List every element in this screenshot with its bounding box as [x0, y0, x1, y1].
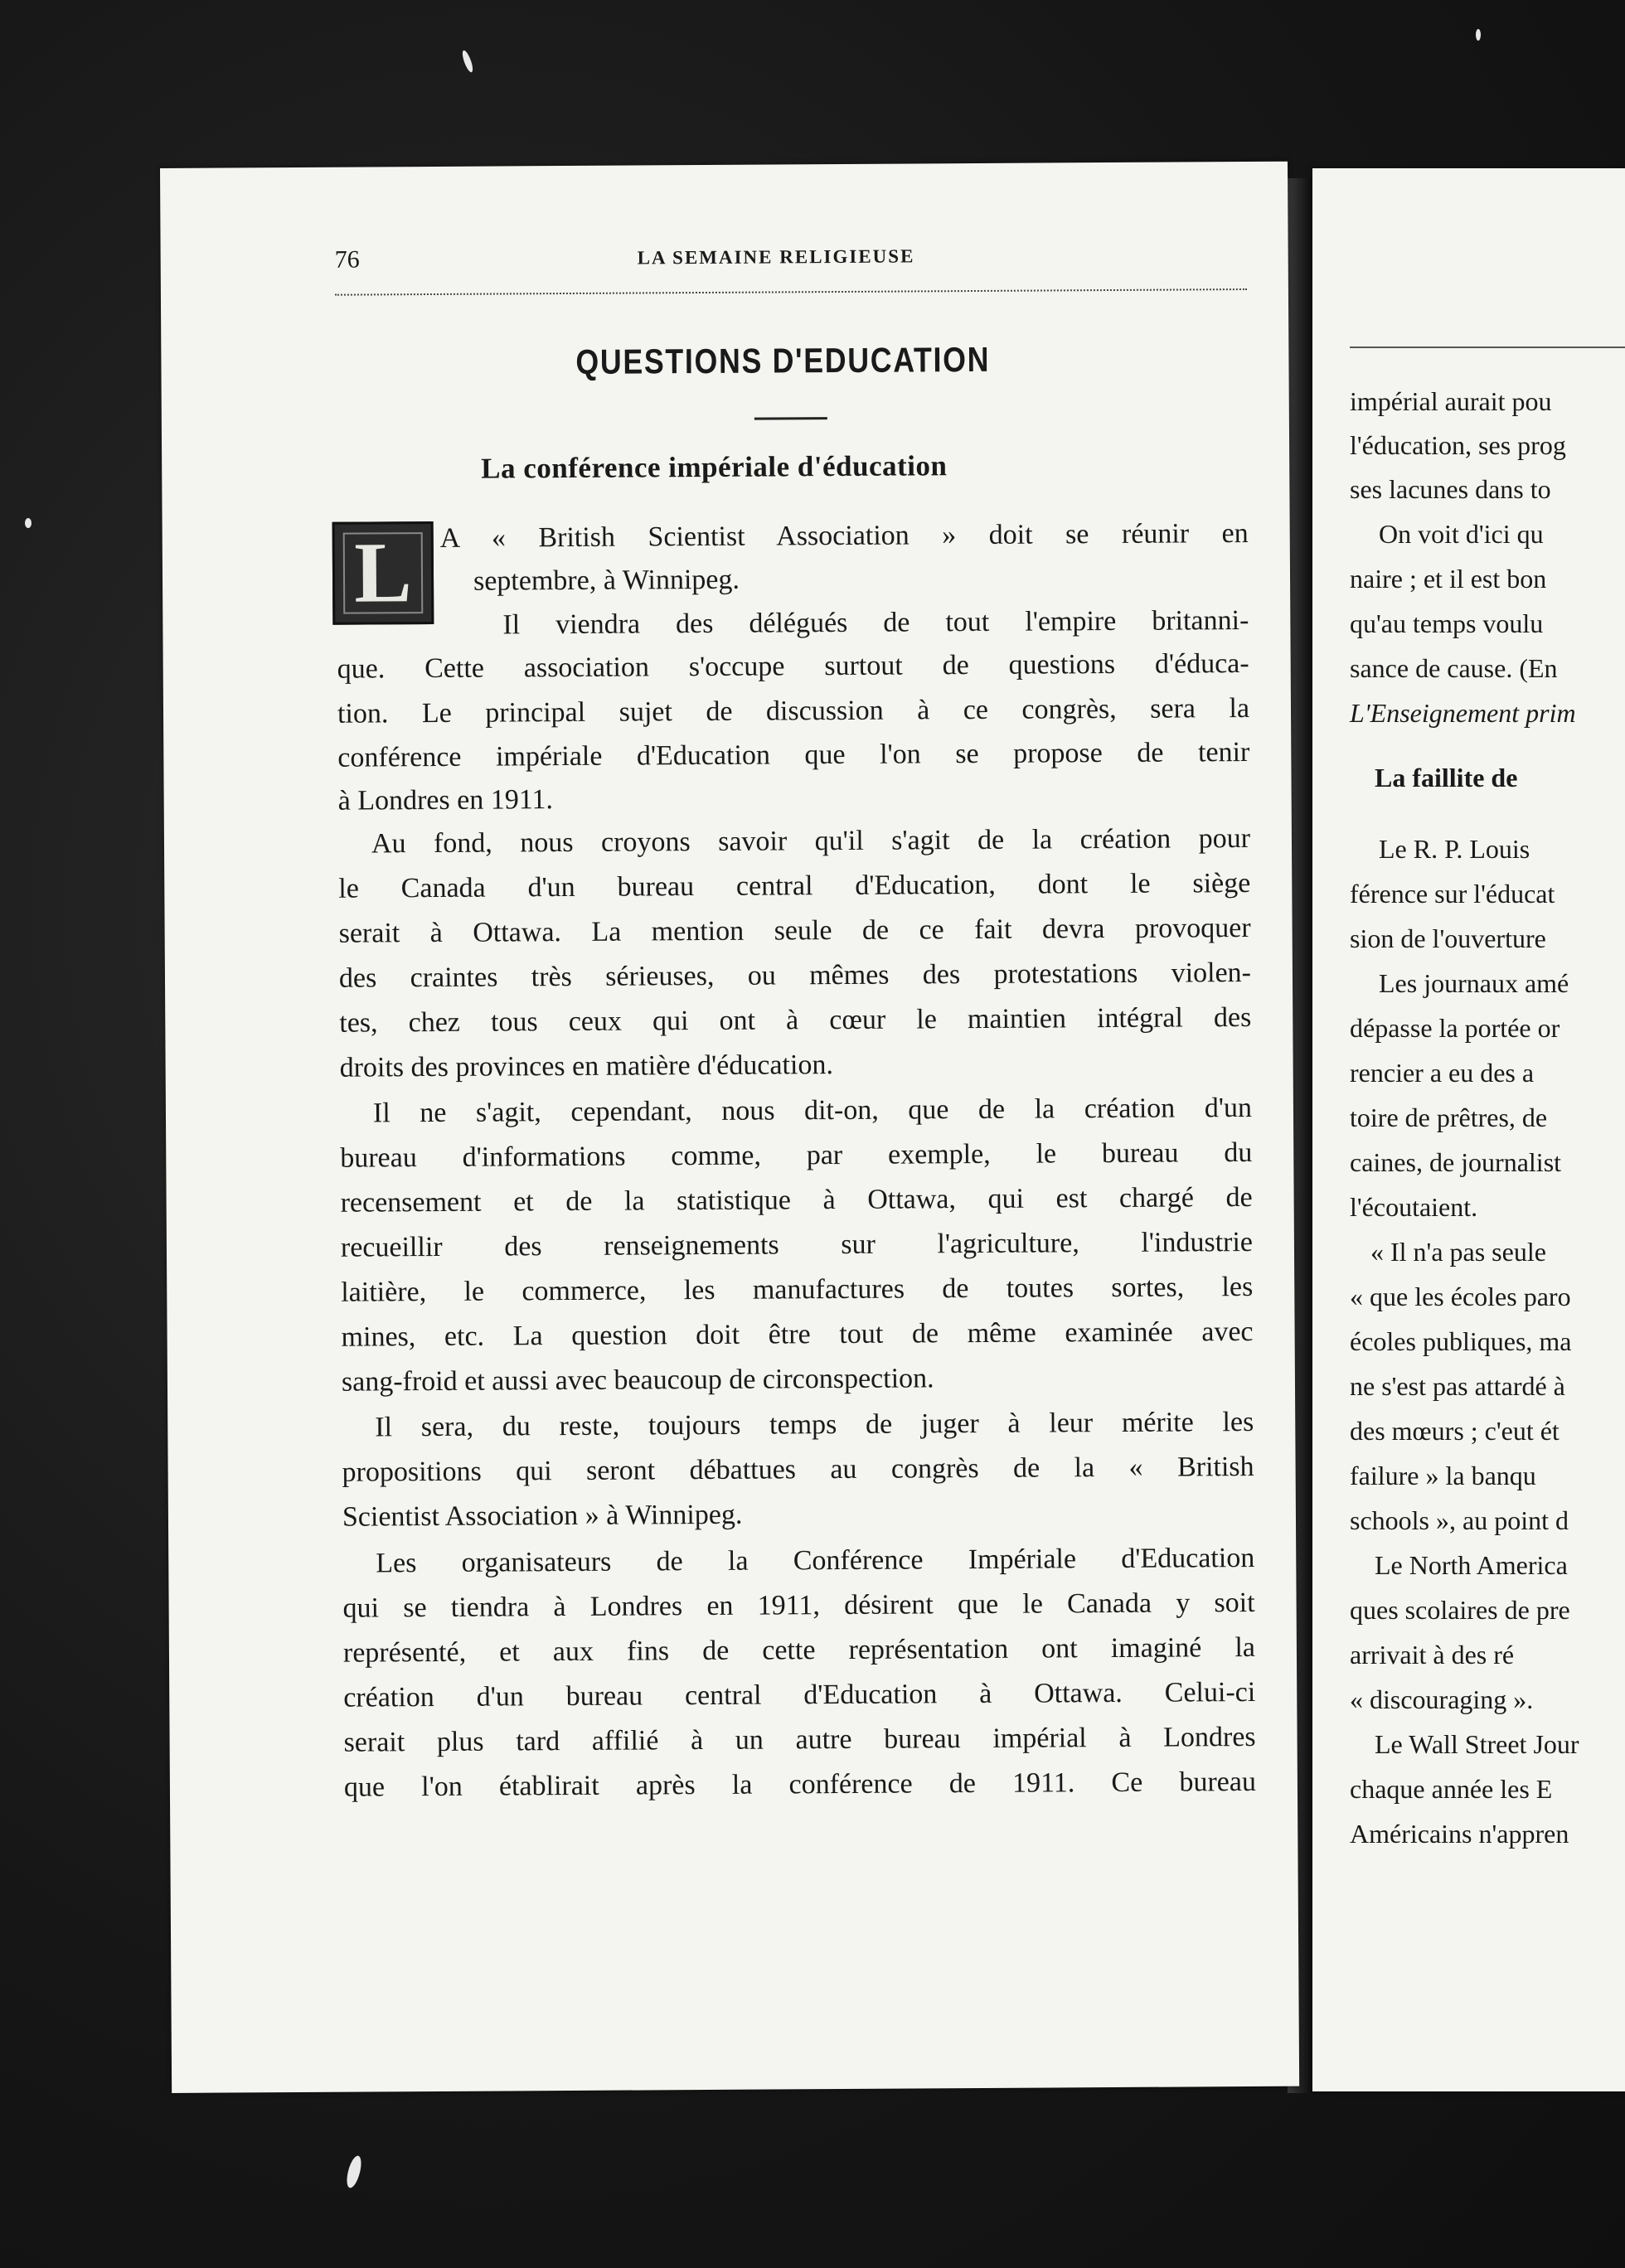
text-line: sance de cause. (En: [1350, 653, 1558, 683]
text-line: représenté, et aux fins de cette représentation ont imaginé la: [342, 1631, 1256, 1669]
text-line: ses lacunes dans to: [1350, 474, 1551, 504]
text-line: Les organisateurs de la Conférence Impériale d'Education: [376, 1542, 1255, 1579]
text-line: Il viendra des délégués de tout l'empire britanni-: [502, 604, 1249, 641]
title-rule: [754, 417, 827, 420]
text-line: Le Wall Street Jour: [1375, 1729, 1579, 1759]
text-line: écoles publiques, ma: [1350, 1326, 1572, 1356]
text-line: férence sur l'éducat: [1350, 879, 1555, 909]
text-line: Il ne s'agit, cependant, nous dit-on, que de la création d'un: [372, 1092, 1253, 1129]
text-line: chaque année les E: [1350, 1774, 1553, 1804]
section-title: QUESTIONS D'EDUCATION: [575, 339, 991, 381]
text-line: des craintes très sérieuses, ou mêmes des protestations violen-: [338, 957, 1252, 994]
text-line: tion. Le principal sujet de discussion à ce congrès, sera la: [337, 692, 1250, 729]
text-line: Au fond, nous croyons savoir qu'il s'agit de la création pour: [371, 822, 1251, 860]
text-line: que. Cette association s'occupe surtout de questions d'éduca-: [337, 647, 1249, 685]
right-page: [1312, 168, 1625, 2091]
text-line: serait à Ottawa. La mention seule de ce fait devra provoquer: [338, 912, 1251, 949]
text-line: recensement et de la statistique à Ottawa, qui est chargé de: [340, 1181, 1253, 1219]
text-line: L'Enseignement prim: [1350, 698, 1576, 728]
text-line: schools », au point d: [1350, 1505, 1569, 1535]
text-line: qu'au temps voulu: [1350, 608, 1544, 638]
text-line: l'éducation, ses prog: [1350, 430, 1566, 460]
text-line: sion de l'ouverture: [1350, 923, 1546, 953]
article-title: La conférence impériale d'éducation: [481, 449, 948, 485]
scan-speck: [25, 518, 32, 528]
text-line: failure » la banqu: [1350, 1461, 1536, 1490]
page-number: 76: [334, 245, 360, 274]
text-line: tes, chez tous ceux qui ont à cœur le maintien intégral des: [339, 1001, 1252, 1039]
dropcap-ornament: [332, 521, 434, 625]
text-line: impérial aurait pou: [1350, 386, 1552, 416]
article-title: La faillite de: [1375, 763, 1518, 792]
text-line: le Canada d'un bureau central d'Education, dont le siège: [338, 867, 1251, 904]
running-head: [335, 240, 1247, 296]
text-line: ne s'est pas attardé à: [1350, 1371, 1565, 1401]
text-line: qui se tiendra à Londres en 1911, désirent que le Canada y soit: [342, 1587, 1255, 1624]
text-line: rencier a eu des a: [1350, 1058, 1535, 1088]
text-line: A « British Scientist Association » doit se réunir en: [439, 517, 1249, 554]
text-line: septembre, à Winnipeg.: [473, 564, 740, 597]
text-line: propositions qui seront débattues au congrès de la « British: [342, 1451, 1254, 1488]
text-line: sang-froid et aussi avec beaucoup de circonspection.: [341, 1363, 934, 1398]
text-line: mines, etc. La question doit être tout de même examinée avec: [341, 1316, 1254, 1353]
text-line: Le North America: [1375, 1550, 1568, 1580]
text-line: recueillir des renseignements sur l'agriculture, l'industrie: [340, 1226, 1254, 1263]
text-line: l'écoutaient.: [1350, 1192, 1478, 1222]
text-line: conférence impériale d'Education que l'on se propose de tenir: [337, 736, 1250, 773]
text-line: que l'on établirait après la conférence de 1911. Ce bureau: [343, 1766, 1257, 1803]
text-line: naire ; et il est bon: [1350, 564, 1547, 594]
text-line: « Il n'a pas seule: [1370, 1237, 1546, 1267]
text-line: On voit d'ici qu: [1379, 519, 1544, 549]
text-line: toire de prêtres, de: [1350, 1102, 1548, 1132]
text-line: Scientist Association » à Winnipeg.: [342, 1499, 743, 1533]
text-line: création d'un bureau central d'Education à Ottawa. Celui-ci: [343, 1676, 1256, 1713]
text-line: Les journaux amé: [1379, 968, 1569, 998]
header-rule: [1350, 346, 1625, 348]
text-line: Il sera, du reste, toujours temps de juger à leur mérite les: [375, 1406, 1254, 1443]
text-line: « que les écoles paro: [1350, 1282, 1571, 1311]
text-line: Le R. P. Louis: [1379, 834, 1530, 864]
dropcap-letter: L: [353, 525, 413, 621]
running-title: LA SEMAINE RELIGIEUSE: [637, 245, 915, 269]
text-line: caines, de journalist: [1350, 1147, 1562, 1177]
text-line: « discouraging ».: [1350, 1684, 1534, 1714]
text-line: Américains n'appren: [1350, 1819, 1569, 1849]
text-line: des mœurs ; c'eut ét: [1350, 1416, 1560, 1446]
text-line: droits des provinces en matière d'éducation.: [339, 1049, 834, 1083]
text-line: arrivait à des ré: [1350, 1640, 1515, 1670]
header-rule: [335, 288, 1247, 296]
text-line: dépasse la portée or: [1350, 1013, 1560, 1043]
text-line: bureau d'informations comme, par exemple, le bureau du: [340, 1136, 1253, 1174]
left-page: [160, 162, 1299, 2093]
scan-speck: [1476, 29, 1481, 41]
text-line: à Londres en 1911.: [337, 784, 554, 817]
text-line: serait plus tard affilié à un autre bureau impérial à Londres: [343, 1721, 1256, 1758]
text-line: laitière, le commerce, les manufactures de toutes sortes, les: [341, 1271, 1254, 1308]
text-line: ques scolaires de pre: [1350, 1595, 1570, 1625]
article-body: [337, 514, 1257, 1803]
